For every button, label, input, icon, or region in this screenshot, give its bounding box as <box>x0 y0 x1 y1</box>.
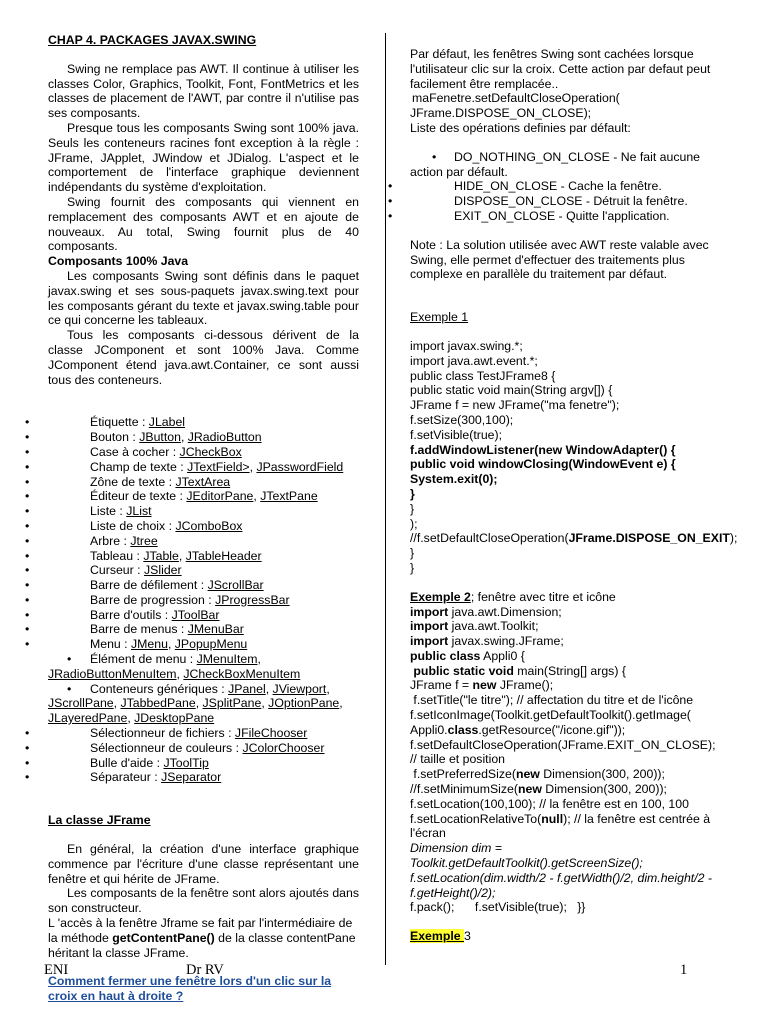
component-label: Barre de défilement : <box>90 578 208 593</box>
intro-paragraph-1: Swing ne remplace pas AWT. Il continue à utiliser les classes Color, Graphics, Toolkit, Font, FontMetrics et les classes de placement de l'AWT, par contre il n'utilise pas ses composants. <box>48 61 359 121</box>
paragraph-packages: Les composants Swing sont définis dans le paquet javax.swing et ses sous-paquets javax.swing.text pour les composants gérant du texte et javax.swing.table pour ce qui concerne les tableaux. <box>48 268 359 328</box>
component-item <box>48 519 359 534</box>
component-label: Menu : <box>90 637 132 652</box>
component-link[interactable]: JPopupMenu <box>174 637 248 652</box>
component-label: Bulle d'aide : <box>90 755 164 770</box>
component-label: Champ de texte : <box>90 459 188 474</box>
code-line: public class Appli0 { <box>410 648 525 663</box>
code-line: f.pack(); f.setVisible(true); }} <box>410 900 586 915</box>
left-column <box>48 33 359 1004</box>
component-link[interactable]: JLayeredPane <box>48 711 128 726</box>
component-label: Liste de choix : <box>90 518 176 533</box>
code-line: //f.setMinimumSize(new Dimension(300, 200)); <box>410 782 667 797</box>
component-item <box>48 415 359 430</box>
component-link[interactable]: JCheckBoxMenuItem <box>183 666 301 681</box>
component-label: Case à cocher : <box>90 444 180 459</box>
component-label: Tableau : <box>90 548 144 563</box>
footer-left: ENI <box>44 962 69 978</box>
component-link[interactable]: JScrollPane <box>48 696 114 711</box>
component-link[interactable]: JFileChooser <box>234 726 308 741</box>
component-item: • Menu : JMenu, JPopupMenu <box>48 637 359 652</box>
example-3-title: Exemple 3 <box>410 929 471 944</box>
code-line: import java.awt.Dimension; <box>410 604 562 619</box>
component-label: Élément de menu : <box>90 652 197 667</box>
code-line: Appli0.class.getResource("/icone.gif")); <box>410 722 626 737</box>
code-comment-line: //f.setDefaultCloseOperation(JFrame.DISPOSE_ON_EXIT); <box>410 531 738 546</box>
component-item: • Conteneurs génériques : JPanel, JViewport, JScrollPane, JTabbedPane, JSplitPane, JOptionPane, JLayeredPane, JDesktopPane <box>48 682 359 726</box>
code-line: ); <box>410 516 418 531</box>
code-line: JFrame f = new JFrame(); <box>410 678 554 693</box>
component-label: Arbre : <box>90 533 131 548</box>
component-label: Séparateur : <box>90 770 162 785</box>
jframe-paragraph-2: Les composants de la fenêtre sont alors ajoutés dans son constructeur. <box>48 886 359 916</box>
code-line: import javax.swing.JFrame; <box>410 634 564 649</box>
code-line: Dimension dim = <box>410 841 502 856</box>
component-label: Curseur : <box>90 563 144 578</box>
component-item <box>48 741 359 756</box>
note-paragraph: Note : La solution utilisée avec AWT reste valable avec Swing, elle permet d'effectuer des traitements plus complexe en parallèle du traitement par défaut. <box>410 237 709 282</box>
code-line: } <box>410 486 415 501</box>
component-item <box>48 475 359 490</box>
component-label: Zône de texte : <box>90 474 176 489</box>
right-column <box>410 47 738 944</box>
component-link[interactable]: JToolBar <box>171 607 220 622</box>
component-label: Barre de menus : <box>90 622 188 637</box>
code-line: public class TestJFrame8 { <box>410 368 556 383</box>
code-dispose: JFrame.DISPOSE_ON_CLOSE); <box>410 106 592 121</box>
code-line: f.setTitle("le titre"); // affectation du titre et de l'icône <box>410 693 694 708</box>
code-line: } <box>410 546 415 561</box>
code-line: import java.awt.event.*; <box>410 353 538 368</box>
component-link[interactable]: JTextArea <box>175 474 231 489</box>
component-item <box>48 622 359 637</box>
code-line: import java.awt.Toolkit; <box>410 619 539 634</box>
operation-item: • DO_NOTHING_ON_CLOSE - Ne fait aucune action par défault. <box>410 150 726 180</box>
code-line: f.setLocationRelativeTo(null); // la fenêtre est centrée à l'écran <box>410 811 711 841</box>
component-item <box>48 770 359 785</box>
component-link[interactable]: JTextField> <box>187 459 250 474</box>
component-link[interactable]: JScrollBar <box>207 578 264 593</box>
component-item <box>48 534 359 549</box>
component-item: • Champ de texte : JTextField>, JPasswordField <box>48 460 359 475</box>
component-label: Barre d'outils : <box>90 607 172 622</box>
component-label: Sélectionneur de fichiers : <box>90 726 235 741</box>
component-link[interactable]: JRadioButton <box>187 430 262 445</box>
code-line: f.setSize(300,100); <box>410 412 514 427</box>
operation-item: • EXIT_ON_CLOSE - Quitte l'application. <box>410 209 726 224</box>
subheading-composants: Composants 100% Java <box>48 254 189 269</box>
component-label: Bouton : <box>90 430 140 445</box>
component-link[interactable]: JSlider <box>144 563 182 578</box>
component-label: Conteneurs génériques : <box>90 681 229 696</box>
code-line: f.setIconImage(Toolkit.getDefaultToolkit().getImage( <box>410 708 691 723</box>
code-line: f.setDefaultCloseOperation(JFrame.EXIT_ON_CLOSE); <box>410 737 716 752</box>
component-link[interactable]: JMenuItem <box>196 652 258 667</box>
code-line: f.setPreferredSize(new Dimension(300, 200)); <box>410 767 665 782</box>
column-divider <box>385 33 386 965</box>
jframe-paragraph-1: En général, la création d'une interface graphique commence par l'écriture d'une classe représentant une fenêtre et qui hérite de JFrame. <box>48 842 359 886</box>
method-name: getContentPane() <box>112 930 215 945</box>
component-item: • Tableau : JTable, JTableHeader <box>48 549 359 564</box>
footer-author: Dr RV <box>186 962 224 978</box>
intro-paragraph-2: Presque tous les composants Swing sont 100% java. Seuls les conteneurs racines font exception à la règle : JFrame, JApplet, JWindow et JDialog. L'aspect et le comportement de l'interface graphique deviennent indépendants du système d'exploitation. <box>48 120 359 195</box>
chapter-title: CHAP 4. PACKAGES JAVAX.SWING <box>48 33 257 47</box>
code-line: // taille et position <box>410 752 506 767</box>
component-label: Sélectionneur de couleurs : <box>90 740 243 755</box>
component-item <box>48 608 359 623</box>
component-item: • Élément de menu : JMenuItem, JRadioButtonMenuItem, JCheckBoxMenuItem <box>48 652 359 682</box>
component-link[interactable]: JTableHeader <box>185 548 262 563</box>
example-1-code <box>410 338 738 576</box>
component-link[interactable]: JPasswordField <box>256 459 344 474</box>
component-item <box>48 445 359 460</box>
operation-item: • DISPOSE_ON_CLOSE - Détruit la fenêtre. <box>410 194 726 209</box>
component-link[interactable]: JToolTip <box>163 755 209 770</box>
example-2-title: Exemple 2; fenêtre avec titre et icône <box>410 589 616 604</box>
intro-paragraph-3: Swing fournit des composants qui viennent en remplacement des composants AWT et en ajoute de nouveaux. Au total, Swing fournit plus de 40 composants. <box>48 194 359 254</box>
component-item <box>48 756 359 771</box>
close-window-heading[interactable]: Comment fermer une fenêtre lors d'un clic sur la croix en haut à droite ? <box>48 974 332 1004</box>
component-item: • Bouton : JButton, JRadioButton <box>48 430 359 445</box>
code-line: JFrame f = new JFrame("ma fenetre"); <box>410 398 620 413</box>
component-link[interactable]: JProgressBar <box>215 592 290 607</box>
code-line: public static void main(String[] args) { <box>410 663 626 678</box>
code-line: f.addWindowListener(new WindowAdapter() { <box>410 442 676 457</box>
component-link[interactable]: JPanel <box>228 681 266 696</box>
component-link[interactable]: JMenuBar <box>187 622 244 637</box>
component-link[interactable]: JButton <box>139 430 181 445</box>
code-line: import javax.swing.*; <box>410 338 523 353</box>
component-item <box>48 593 359 608</box>
component-item <box>48 563 359 578</box>
component-item <box>48 578 359 593</box>
code-line: } <box>410 501 415 516</box>
paragraph-jcomponent: Tous les composants ci-dessous dérivent de la classe JComponent et sont 100% Java. Comme JComponent étend java.awt.Container, ce sont aussi tous des conteneurs. <box>48 328 359 387</box>
component-link[interactable]: JCheckBox <box>179 444 242 459</box>
component-link[interactable]: JColorChooser <box>242 740 325 755</box>
component-link[interactable]: JOptionPane <box>268 696 340 711</box>
component-link[interactable]: JSplitPane <box>202 696 262 711</box>
page-number: 1 <box>680 962 688 978</box>
jframe-heading: La classe JFrame <box>48 813 151 828</box>
code-line: public static void main(String argv[]) { <box>410 383 613 398</box>
operation-item: • HIDE_ON_CLOSE - Cache la fenêtre. <box>410 179 726 194</box>
component-link[interactable]: JList <box>126 504 152 519</box>
code-setdefault: maFenetre.setDefaultCloseOperation( <box>412 91 620 106</box>
component-link[interactable]: JTextPane <box>260 489 318 504</box>
default-behavior-text: Par défaut, les fenêtres Swing sont cachées lorsque l'utilisateur clic sur la croix. Cette action par defaut peut facilement être remplacée.. <box>410 47 711 91</box>
component-link[interactable]: JRadioButtonMenuItem <box>48 666 177 681</box>
component-label: Barre de progression : <box>90 592 216 607</box>
code-line: f.setLocation(100,100); // la fenêtre est en 100, 100 <box>410 796 689 811</box>
component-item <box>48 726 359 741</box>
component-link[interactable]: JEditorPane <box>186 489 254 504</box>
example-2-code <box>410 605 726 916</box>
component-link[interactable]: JComboBox <box>175 518 243 533</box>
component-link[interactable]: JDesktopPane <box>134 711 215 726</box>
component-link[interactable]: Jtree <box>130 533 158 548</box>
code-line: f.setVisible(true); <box>410 427 503 442</box>
component-item <box>48 504 359 519</box>
component-link[interactable]: JLabel <box>148 415 186 430</box>
code-line: public void windowClosing(WindowEvent e) { <box>410 457 676 472</box>
component-link[interactable]: JViewport <box>272 681 327 696</box>
code-line: System.exit(0); <box>410 472 498 487</box>
component-label: Liste : <box>90 504 127 519</box>
component-link[interactable]: JTabbedPane <box>120 696 196 711</box>
operations-intro: Liste des opérations definies par défault: <box>410 120 631 135</box>
component-link[interactable]: JMenu <box>131 637 168 652</box>
component-link[interactable]: JTable <box>143 548 179 563</box>
components-list <box>48 415 359 785</box>
operations-list <box>410 150 726 224</box>
component-item: • Éditeur de texte : JEditorPane, JTextPane <box>48 489 359 504</box>
component-label: Étiquette : <box>90 415 149 430</box>
example-1-title: Exemple 1 <box>410 310 469 325</box>
code-line: f.setLocation(dim.width/2 - f.getWidth()/2, dim.height/2 - f.getHeight()/2); <box>410 870 712 900</box>
code-line: Toolkit.getDefaultToolkit().getScreenSize(); <box>410 856 643 871</box>
code-line: } <box>410 560 415 575</box>
component-label: Éditeur de texte : <box>90 489 187 504</box>
component-link[interactable]: JSeparator <box>161 770 222 785</box>
access-paragraph: L 'accès à la fenêtre Jframe se fait par l'intermédiaire de la méthode getContentPane() de la classe contentPane héritant la classe JFrame. <box>48 916 356 960</box>
